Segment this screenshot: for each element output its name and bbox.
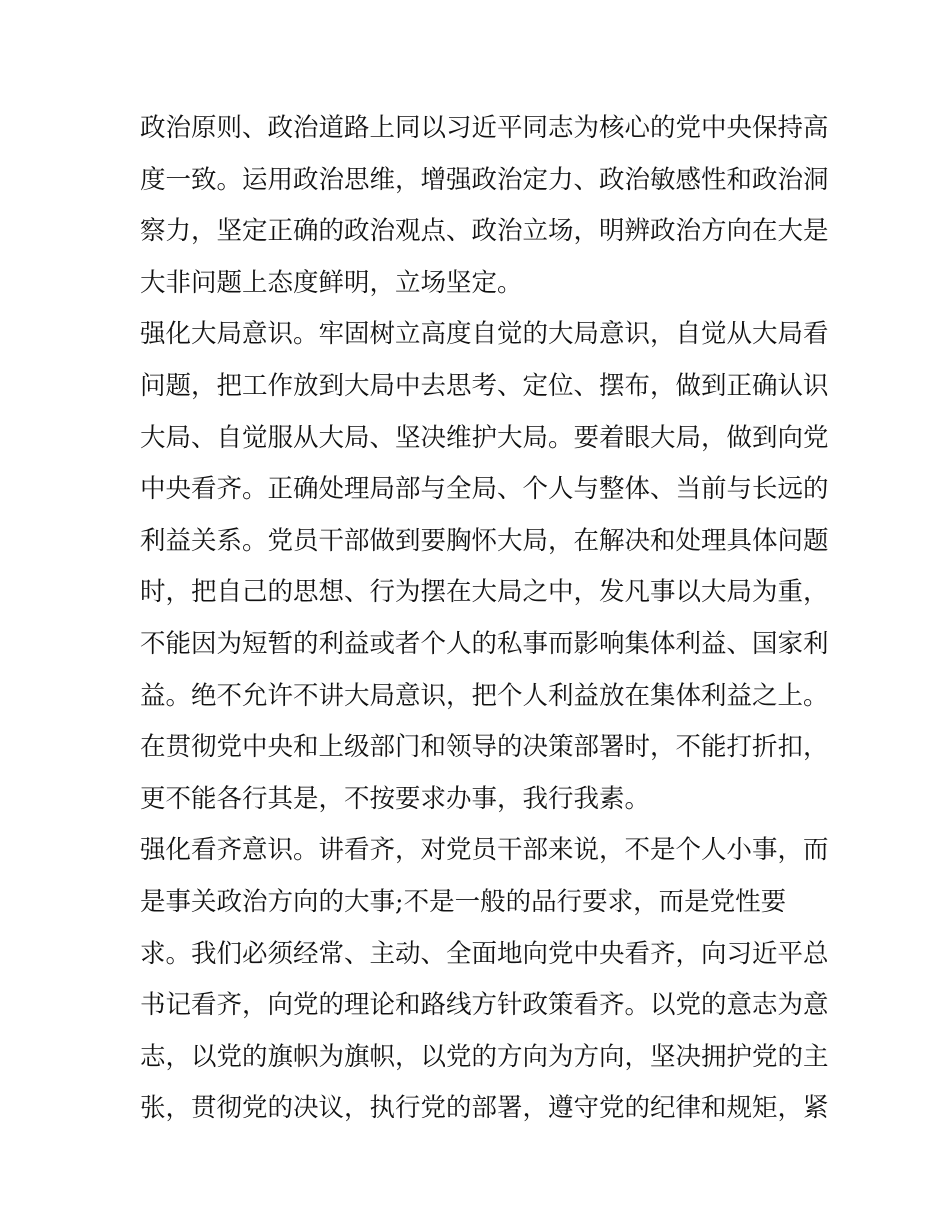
text-line: 强化大局意识。牢固树立高度自觉的大局意识，自觉从大局看 (140, 319, 829, 350)
text-line: 度一致。运用政治思维，增强政治定力、政治敏感性和政治洞 (140, 164, 829, 195)
document-body (140, 103, 829, 1135)
text-line: 大非问题上态度鲜明，立场坚定。 (140, 267, 523, 298)
text-line: 时，把自己的思想、行为摆在大局之中，发凡事以大局为重， (140, 577, 829, 608)
text-line: 张，贯彻党的决议，执行党的部署，遵守党的纪律和规矩，紧 (140, 1093, 829, 1124)
text-line: 在贯彻党中央和上级部门和领导的决策部署时，不能打折扣， (140, 732, 829, 763)
text-line: 问题，把工作放到大局中去思考、定位、摆布，做到正确认识 (140, 370, 829, 401)
text-line: 志，以党的旗帜为旗帜，以党的方向为方向，坚决拥护党的主 (140, 1041, 829, 1072)
text-line: 政治原则、政治道路上同以习近平同志为核心的党中央保持高 (140, 113, 829, 143)
text-line: 益。绝不允许不讲大局意识，把个人利益放在集体利益之上。 (140, 680, 829, 711)
text-line: 更不能各行其是，不按要求办事，我行我素。 (140, 783, 651, 814)
text-line: 不能因为短暂的利益或者个人的私事而影响集体利益、国家利 (140, 628, 829, 659)
text-line: 强化看齐意识。讲看齐，对党员干部来说，不是个人小事，而 (140, 835, 829, 866)
text-line: 利益关系。党员干部做到要胸怀大局，在解决和处理具体问题 (140, 525, 829, 556)
text-line: 察力，坚定正确的政治观点、政治立场，明辨政治方向在大是 (140, 216, 829, 247)
text-line: 书记看齐，向党的理论和路线方针政策看齐。以党的意志为意 (140, 990, 829, 1021)
text-line: 求。我们必须经常、主动、全面地向党中央看齐，向习近平总 (140, 938, 829, 969)
text-line: 是事关政治方向的大事;不是一般的品行要求，而是党性要 (140, 886, 787, 917)
text-line: 中央看齐。正确处理局部与全局、个人与整体、当前与长远的 (140, 474, 829, 505)
text-line: 大局、自觉服从大局、坚决维护大局。要着眼大局，做到向党 (140, 422, 829, 453)
